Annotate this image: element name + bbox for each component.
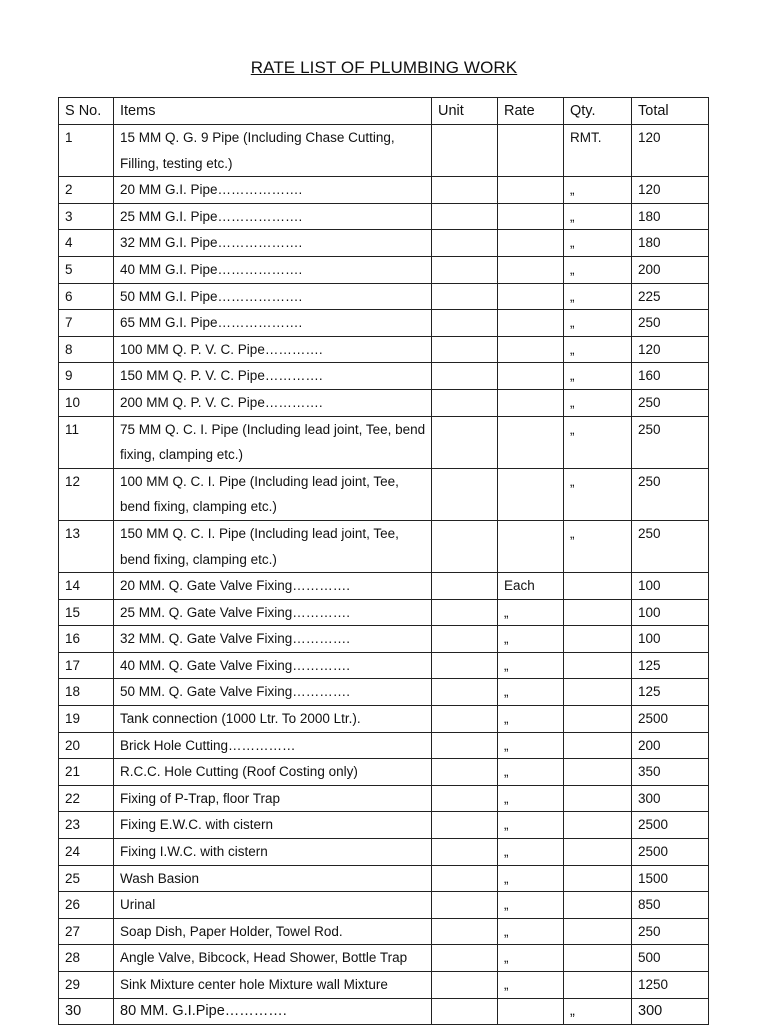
table-row [59,310,709,337]
cell-qty [564,599,632,626]
table-row [59,336,709,363]
cell-sno: 25 [59,865,114,892]
cell-sno: 5 [59,256,114,283]
cell-rate [498,363,564,390]
cell-total: 200 [632,732,709,759]
cell-total: 225 [632,283,709,310]
table-row [59,203,709,230]
cell-rate [498,230,564,257]
cell-total: 200 [632,256,709,283]
cell-qty: „ [564,177,632,204]
cell-item: Fixing I.W.C. with cistern [114,839,432,866]
table-row [59,732,709,759]
table-row [59,389,709,416]
cell-sno: 10 [59,389,114,416]
cell-total: 2500 [632,839,709,866]
cell-qty: „ [564,336,632,363]
cell-sno: 24 [59,839,114,866]
cell-rate: „ [498,759,564,786]
cell-total: 160 [632,363,709,390]
cell-unit [432,203,498,230]
cell-item: 100 MM Q. C. I. Pipe (Including lead joint, Tee, bend fixing, clamping etc.) [114,468,432,520]
cell-rate: „ [498,865,564,892]
cell-rate: „ [498,706,564,733]
cell-total: 300 [632,785,709,812]
cell-qty [564,812,632,839]
cell-item: 150 MM Q. P. V. C. Pipe…………. [114,363,432,390]
cell-rate [498,177,564,204]
cell-qty: „ [564,310,632,337]
cell-item: 20 MM G.I. Pipe………………. [114,177,432,204]
header-items: Items [114,98,432,125]
cell-rate [498,468,564,520]
cell-unit [432,468,498,520]
cell-sno: 4 [59,230,114,257]
cell-total: 250 [632,389,709,416]
cell-unit [432,918,498,945]
cell-sno: 19 [59,706,114,733]
cell-qty [564,732,632,759]
cell-qty [564,945,632,972]
cell-unit [432,945,498,972]
cell-sno: 17 [59,652,114,679]
table-header-row [59,98,709,125]
cell-sno: 7 [59,310,114,337]
cell-rate [498,998,564,1025]
cell-unit [432,759,498,786]
cell-item: Urinal [114,892,432,919]
cell-total: 100 [632,599,709,626]
header-unit: Unit [432,98,498,125]
cell-qty [564,918,632,945]
cell-sno: 14 [59,573,114,600]
cell-sno: 21 [59,759,114,786]
table-row [59,679,709,706]
cell-total: 250 [632,918,709,945]
cell-total: 100 [632,573,709,600]
cell-qty [564,573,632,600]
cell-qty: „ [564,389,632,416]
cell-qty: „ [564,283,632,310]
cell-rate: „ [498,839,564,866]
table-row [59,972,709,999]
table-row [59,256,709,283]
cell-unit [432,573,498,600]
header-rate: Rate [498,98,564,125]
cell-unit [432,972,498,999]
cell-item: Brick Hole Cutting…………… [114,732,432,759]
table-row [59,599,709,626]
rate-table [58,97,709,1025]
cell-unit [432,283,498,310]
table-row [59,177,709,204]
cell-rate: „ [498,599,564,626]
cell-sno: 18 [59,679,114,706]
table-row [59,416,709,468]
table-row [59,283,709,310]
cell-qty [564,679,632,706]
table-row [59,520,709,572]
cell-total: 1500 [632,865,709,892]
cell-total: 1250 [632,972,709,999]
cell-qty: „ [564,416,632,468]
cell-rate: „ [498,812,564,839]
cell-total: 180 [632,203,709,230]
cell-rate [498,389,564,416]
cell-total: 500 [632,945,709,972]
cell-rate [498,283,564,310]
table-row [59,230,709,257]
cell-sno: 23 [59,812,114,839]
cell-unit [432,599,498,626]
cell-sno: 26 [59,892,114,919]
cell-sno: 30 [59,998,114,1025]
cell-rate: „ [498,945,564,972]
table-row [59,125,709,177]
cell-unit [432,125,498,177]
cell-sno: 9 [59,363,114,390]
table-row [59,759,709,786]
table-body [59,125,709,1025]
cell-item: Fixing E.W.C. with cistern [114,812,432,839]
table-row [59,945,709,972]
cell-unit [432,416,498,468]
cell-qty [564,865,632,892]
cell-sno: 29 [59,972,114,999]
cell-item: 100 MM Q. P. V. C. Pipe…………. [114,336,432,363]
cell-rate: „ [498,626,564,653]
header-sno: S No. [59,98,114,125]
cell-total: 850 [632,892,709,919]
cell-rate [498,256,564,283]
cell-unit [432,679,498,706]
cell-total: 120 [632,125,709,177]
cell-total: 2500 [632,812,709,839]
cell-item: 200 MM Q. P. V. C. Pipe…………. [114,389,432,416]
header-total: Total [632,98,709,125]
cell-total: 180 [632,230,709,257]
cell-sno: 28 [59,945,114,972]
cell-total: 300 [632,998,709,1025]
cell-sno: 1 [59,125,114,177]
cell-unit [432,520,498,572]
cell-sno: 6 [59,283,114,310]
cell-rate [498,310,564,337]
cell-rate [498,336,564,363]
cell-sno: 13 [59,520,114,572]
cell-item: 65 MM G.I. Pipe………………. [114,310,432,337]
cell-item: 50 MM G.I. Pipe………………. [114,283,432,310]
cell-unit [432,177,498,204]
cell-total: 100 [632,626,709,653]
cell-item: 150 MM Q. C. I. Pipe (Including lead joint, Tee, bend fixing, clamping etc.) [114,520,432,572]
cell-qty: „ [564,256,632,283]
cell-rate: „ [498,652,564,679]
cell-unit [432,336,498,363]
cell-unit [432,892,498,919]
cell-item: 75 MM Q. C. I. Pipe (Including lead joint, Tee, bend fixing, clamping etc.) [114,416,432,468]
cell-item: 25 MM G.I. Pipe………………. [114,203,432,230]
cell-qty [564,706,632,733]
cell-sno: 12 [59,468,114,520]
cell-rate [498,203,564,230]
cell-item: 20 MM. Q. Gate Valve Fixing…………. [114,573,432,600]
header-qty: Qty. [564,98,632,125]
cell-qty: „ [564,203,632,230]
table-row [59,363,709,390]
table-row [59,892,709,919]
cell-rate: „ [498,785,564,812]
cell-item: Sink Mixture center hole Mixture wall Mixture [114,972,432,999]
cell-item: Fixing of P-Trap, floor Trap [114,785,432,812]
cell-sno: 20 [59,732,114,759]
table-row [59,839,709,866]
cell-unit [432,230,498,257]
cell-total: 120 [632,336,709,363]
cell-rate: „ [498,892,564,919]
cell-total: 250 [632,520,709,572]
cell-sno: 8 [59,336,114,363]
cell-rate [498,125,564,177]
cell-qty: RMT. [564,125,632,177]
cell-unit [432,389,498,416]
cell-sno: 11 [59,416,114,468]
cell-rate: „ [498,972,564,999]
cell-item: R.C.C. Hole Cutting (Roof Costing only) [114,759,432,786]
cell-qty [564,626,632,653]
page-title: RATE LIST OF PLUMBING WORK [250,58,518,77]
cell-unit [432,310,498,337]
cell-item: 25 MM. Q. Gate Valve Fixing…………. [114,599,432,626]
cell-sno: 16 [59,626,114,653]
cell-item: Soap Dish, Paper Holder, Towel Rod. [114,918,432,945]
cell-unit [432,626,498,653]
table-row [59,785,709,812]
table-row [59,626,709,653]
cell-rate: „ [498,679,564,706]
cell-unit [432,652,498,679]
table-row [59,573,709,600]
cell-unit [432,256,498,283]
cell-total: 125 [632,652,709,679]
table-row [59,652,709,679]
cell-total: 2500 [632,706,709,733]
cell-item: Wash Basion [114,865,432,892]
cell-item: 32 MM G.I. Pipe………………. [114,230,432,257]
cell-item: 32 MM. Q. Gate Valve Fixing…………. [114,626,432,653]
cell-qty [564,652,632,679]
cell-rate [498,416,564,468]
cell-unit [432,785,498,812]
cell-sno: 15 [59,599,114,626]
table-row [59,998,709,1025]
cell-unit [432,839,498,866]
table-row [59,706,709,733]
cell-item: 40 MM. Q. Gate Valve Fixing…………. [114,652,432,679]
cell-total: 250 [632,310,709,337]
cell-item: Tank connection (1000 Ltr. To 2000 Ltr.). [114,706,432,733]
cell-unit [432,363,498,390]
cell-rate: „ [498,732,564,759]
cell-qty [564,785,632,812]
cell-total: 250 [632,468,709,520]
table-row [59,918,709,945]
cell-item: Angle Valve, Bibcock, Head Shower, Bottle Trap [114,945,432,972]
cell-unit [432,706,498,733]
cell-item: 15 MM Q. G. 9 Pipe (Including Chase Cutting, Filling, testing etc.) [114,125,432,177]
cell-qty: „ [564,998,632,1025]
cell-unit [432,812,498,839]
cell-rate: Each [498,573,564,600]
cell-item: 40 MM G.I. Pipe………………. [114,256,432,283]
table-row [59,468,709,520]
cell-unit [432,998,498,1025]
cell-total: 350 [632,759,709,786]
cell-total: 120 [632,177,709,204]
cell-qty [564,892,632,919]
table-row [59,812,709,839]
cell-qty [564,839,632,866]
cell-qty: „ [564,520,632,572]
cell-sno: 2 [59,177,114,204]
cell-unit [432,865,498,892]
cell-total: 250 [632,416,709,468]
cell-sno: 27 [59,918,114,945]
cell-sno: 3 [59,203,114,230]
table-row [59,865,709,892]
cell-sno: 22 [59,785,114,812]
cell-unit [432,732,498,759]
cell-qty [564,759,632,786]
cell-rate [498,520,564,572]
cell-qty: „ [564,363,632,390]
cell-qty: „ [564,230,632,257]
cell-item: 50 MM. Q. Gate Valve Fixing…………. [114,679,432,706]
cell-qty [564,972,632,999]
cell-qty: „ [564,468,632,520]
cell-item: 80 MM. G.I.Pipe…………. [114,998,432,1025]
cell-total: 125 [632,679,709,706]
cell-rate: „ [498,918,564,945]
